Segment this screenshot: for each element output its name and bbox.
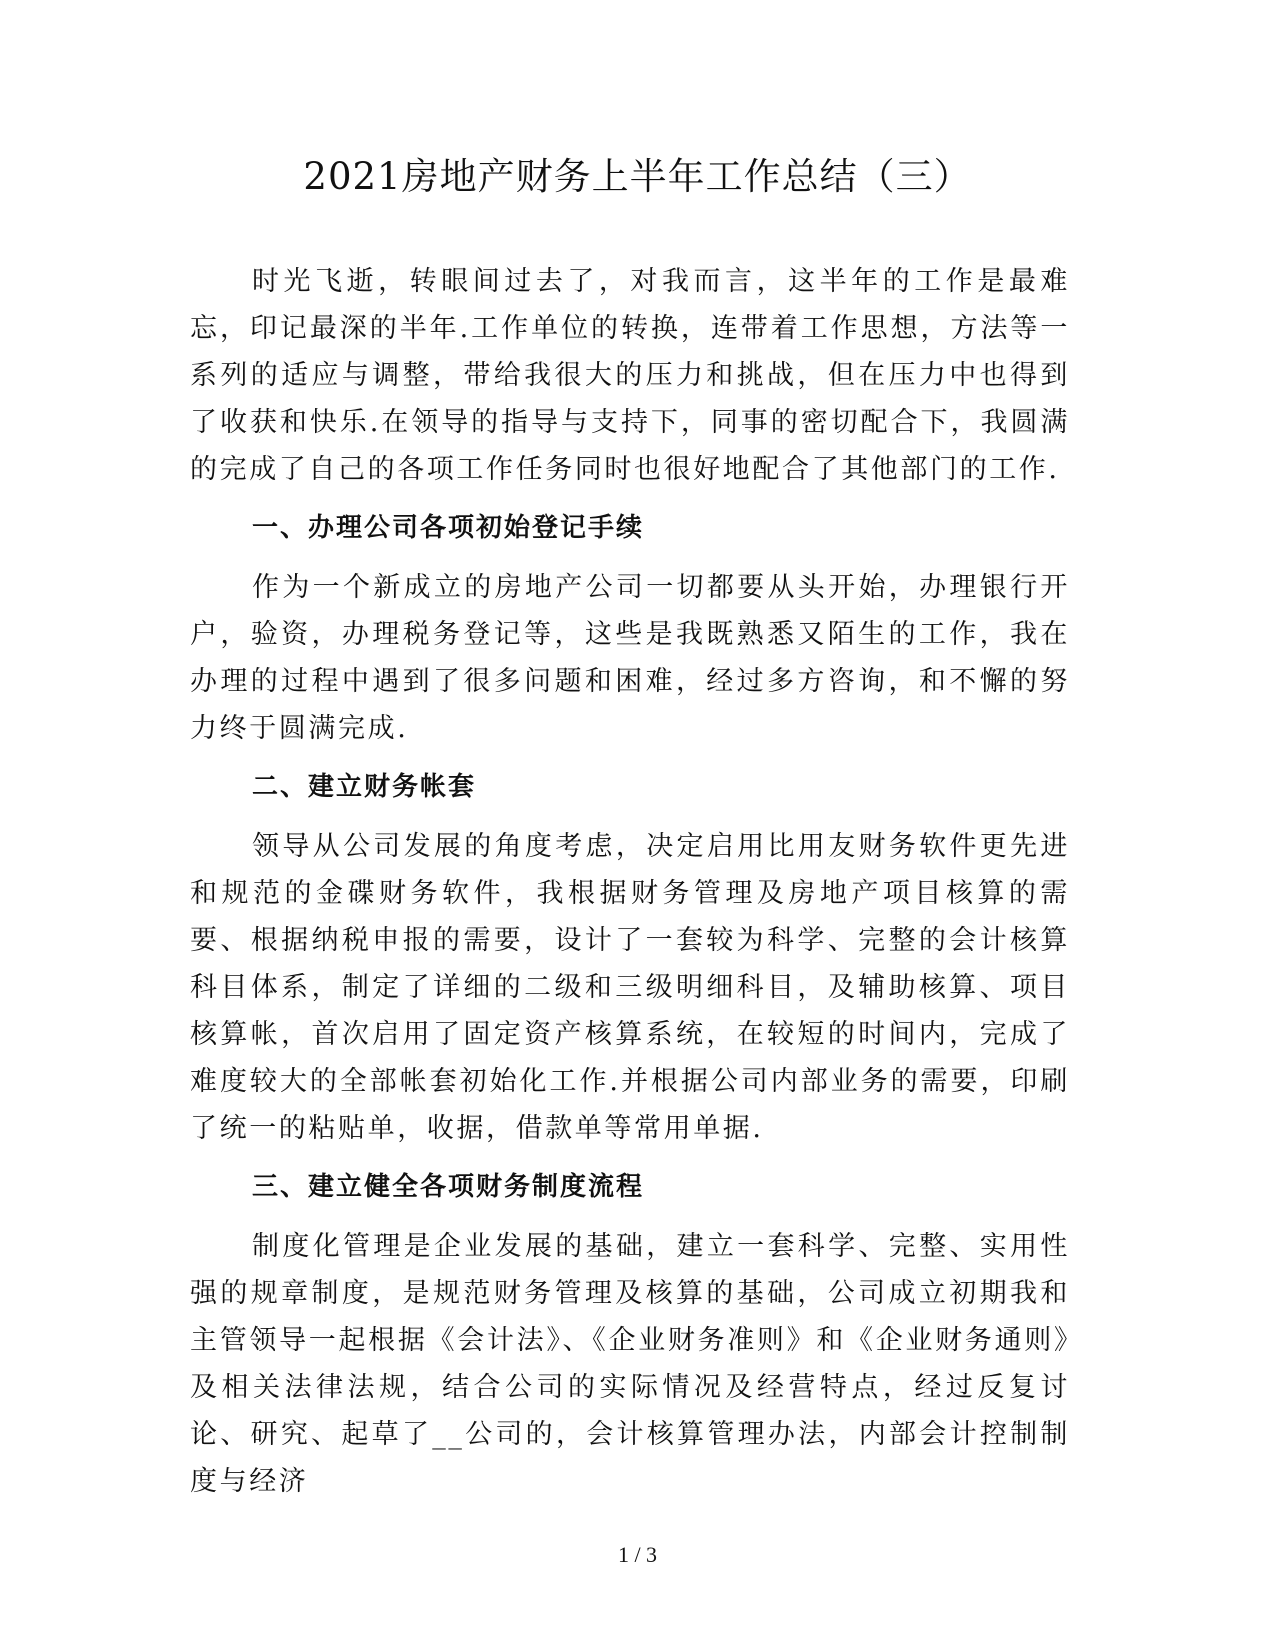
section-heading-1: 一、办理公司各项初始登记手续	[252, 513, 645, 543]
section-paragraph-3: 制度化管理是企业发展的基础，建立一套科学、完整、实用性强的规章制度，是规范财务管理及核算的基础，公司成立初期我和主管领导一起根据《会计法》、《企业财务准则》和《企业财务通则》及相关法律法规，结合公司的实际情况及经营特点，经过反复讨论、研究、起草了__公司的，会计核算管理办法，内部会计控制制度与经济	[190, 1231, 1070, 1497]
document-body	[190, 258, 1070, 1517]
section-paragraph-2: 领导从公司发展的角度考虑，决定启用比用友财务软件更先进和规范的金碟财务软件，我根据财务管理及房地产项目核算的需要、根据纳税申报的需要，设计了一套较为科学、完整的会计核算科目体系，制定了详细的二级和三级明细科目，及辅助核算、项目核算帐，首次启用了固定资产核算系统，在较短的时间内，完成了难度较大的全部帐套初始化工作.并根据公司内部业务的需要，印刷了统一的粘贴单，收据，借款单等常用单据.	[190, 831, 1070, 1144]
page-number: 1 / 3	[617, 1542, 658, 1567]
section-heading-2: 二、建立财务帐套	[252, 772, 477, 802]
section-paragraph-1: 作为一个新成立的房地产公司一切都要从头开始，办理银行开户，验资，办理税务登记等，这些是我既熟悉又陌生的工作，我在办理的过程中遇到了很多问题和困难，经过多方咨询，和不懈的努力终于圆满完成.	[190, 572, 1070, 744]
document-title: 2021房地产财务上半年工作总结（三）	[303, 155, 972, 198]
intro-paragraph: 时光飞逝，转眼间过去了，对我而言，这半年的工作是最难忘，印记最深的半年.工作单位的转换，连带着工作思想，方法等一系列的适应与调整，带给我很大的压力和挑战，但在压力中也得到了收获和快乐.在领导的指导与支持下，同事的密切配合下，我圆满的完成了自己的各项工作任务同时也很好地配合了其他部门的工作.	[190, 266, 1070, 485]
section-heading-3: 三、建立健全各项财务制度流程	[252, 1172, 645, 1202]
